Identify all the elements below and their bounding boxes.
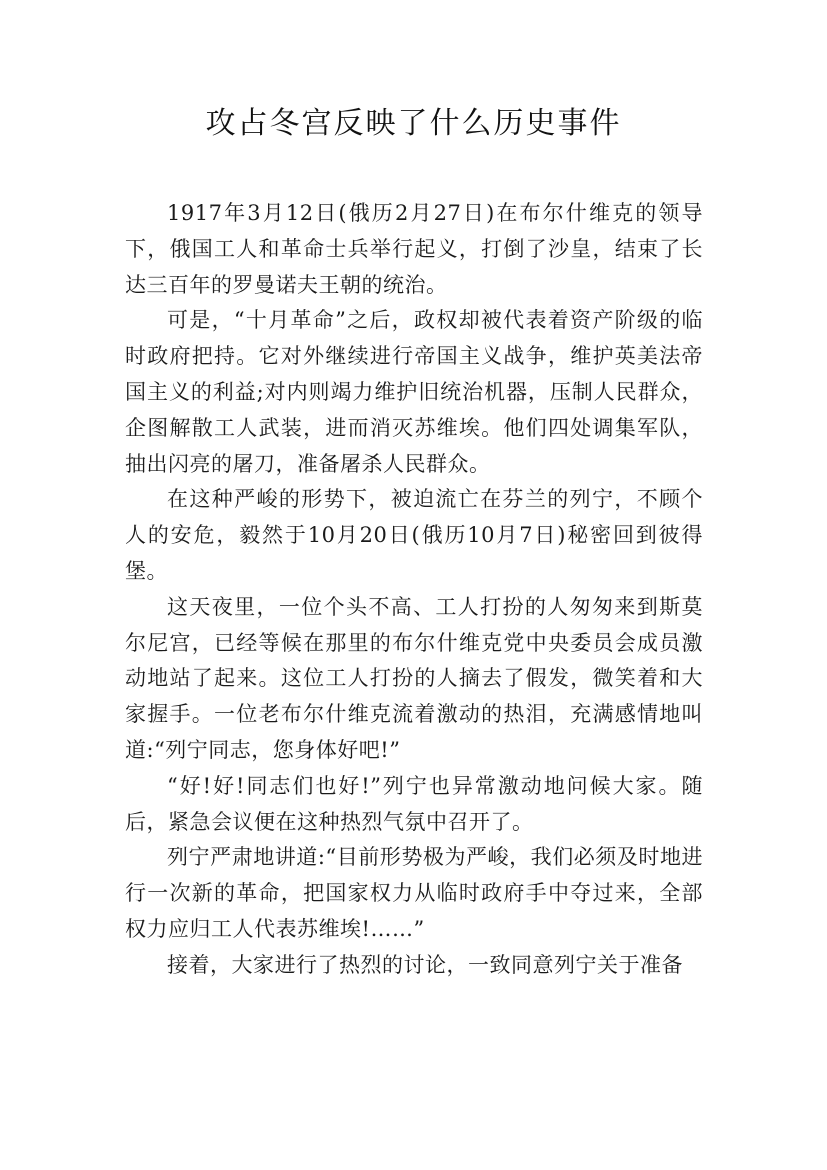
paragraph-4: 这天夜里，一位个头不高、工人打扮的人匆匆来到斯莫尔尼宫，已经等候在那里的布尔什维克党中央委员会成员激动地站了起来。这位工人打扮的人摘去了假发，微笑着和大家握手。一位老布尔什维克流着激动的热泪，充满感情地叫道:“列宁同志，您身体好吧!” bbox=[125, 594, 703, 762]
paragraph-7: 接着，大家进行了热烈的讨论，一致同意列宁关于准备 bbox=[167, 952, 683, 977]
paragraph-6: 列宁严肃地讲道:“目前形势极为严峻，我们必须及时地进行一次新的革命，把国家权力从临时政府手中夺过来，全部权力应归工人代表苏维埃!……” bbox=[125, 845, 703, 941]
document-title: 攻占冬宫反映了什么历史事件 bbox=[205, 106, 622, 141]
paragraph-1: 1917年3月12日(俄历2月27日)在布尔什维克的领导下，俄国工人和革命士兵举行起义，打倒了沙皇，结束了长达三百年的罗曼诺夫王朝的统治。 bbox=[125, 201, 703, 297]
document-body bbox=[125, 196, 703, 984]
paragraph-5: “好!好!同志们也好!”列宁也异常激动地问候大家。随后，紧急会议便在这种热烈气氛中召开了。 bbox=[125, 773, 703, 834]
paragraph-3: 在这种严峻的形势下，被迫流亡在芬兰的列宁，不顾个人的安危，毅然于10月20日(俄历10月7日)秘密回到彼得堡。 bbox=[125, 487, 703, 583]
paragraph-2: 可是，“十月革命”之后，政权却被代表着资产阶级的临时政府把持。它对外继续进行帝国主义战争，维护英美法帝国主义的利益;对内则竭力维护旧统治机器，压制人民群众，企图解散工人武装，进而消灭苏维埃。他们四处调集军队，抽出闪亮的屠刀，准备屠杀人民群众。 bbox=[125, 308, 703, 476]
